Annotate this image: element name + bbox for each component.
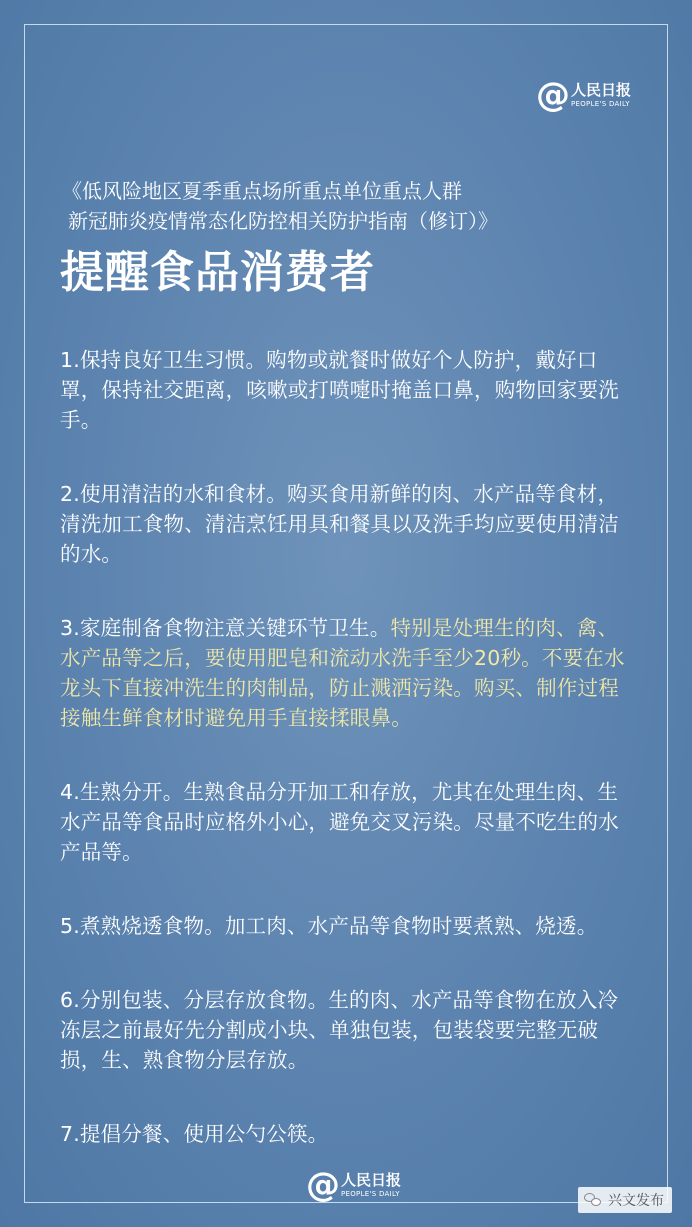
tip-item-7: 7.提倡分餐、使用公勺公筷。 <box>60 1122 329 1146</box>
page-title: 提醒食品消费者 <box>60 247 375 298</box>
tip-item-3 <box>60 613 638 733</box>
tip-item-2: 2.使用清洁的水和食材。购买食用新鲜的肉、水产品等食材，清洗加工食物、清洁烹饪用具和餐具以及洗手均应要使用清洁的水。 <box>60 482 619 566</box>
people-daily-logo-bottom <box>306 1165 402 1205</box>
tips-list <box>60 345 638 1193</box>
tip-item-1: 1.保持良好卫生习惯。购物或就餐时做好个人防护，戴好口罩，保持社交距离，咳嗽或打喷嚏时掩盖口鼻，购物回家要洗手。 <box>60 348 619 432</box>
subtitle-line-2: 新冠肺炎疫情常态化防控相关防护指南（修订）》 <box>68 209 498 233</box>
logo-english: PEOPLE'S DAILY <box>341 1189 400 1198</box>
tip-item-6: 6.分别包装、分层存放食物。生的肉、水产品等食物在放入冷冻层之前最好先分割成小块、单独包装，包装袋要完整无破损，生、熟食物分层存放。 <box>60 988 619 1072</box>
tip-item-3-highlight: 特别是处理生的肉、禽、水产品等之后，要使用肥皂和流动水洗手至少20秒。不要在水龙头下直接冲洗生的肉制品，防止溅洒污染。购买、制作过程接触生鲜食材时避免用手直接揉眼鼻。 <box>60 616 625 730</box>
tip-item-4: 4.生熟分开。生熟食品分开加工和存放，尤其在处理生肉、生水产品等食品时应格外小心，避免交叉污染。尽量不吃生的水产品等。 <box>60 780 619 864</box>
wechat-icon <box>584 1193 602 1207</box>
wechat-watermark <box>578 1187 672 1213</box>
guideline-subtitle <box>62 176 602 236</box>
people-daily-logo-top <box>536 75 632 115</box>
tip-item-5: 5.煮熟烧透食物。加工肉、水产品等食物时要煮熟、烧透。 <box>60 914 598 938</box>
logo-name: 人民日报 <box>341 1170 402 1189</box>
at-icon: @ <box>306 1165 340 1205</box>
subtitle-line-1: 《低风险地区夏季重点场所重点单位重点人群 <box>62 179 462 203</box>
at-icon: @ <box>536 75 570 115</box>
logo-name: 人民日报 <box>571 80 632 99</box>
tip-item-3-lead: 3.家庭制备食物注意关键环节卫生。 <box>60 616 391 640</box>
logo-english: PEOPLE'S DAILY <box>571 99 630 108</box>
watermark-text: 兴文发布 <box>608 1193 664 1209</box>
